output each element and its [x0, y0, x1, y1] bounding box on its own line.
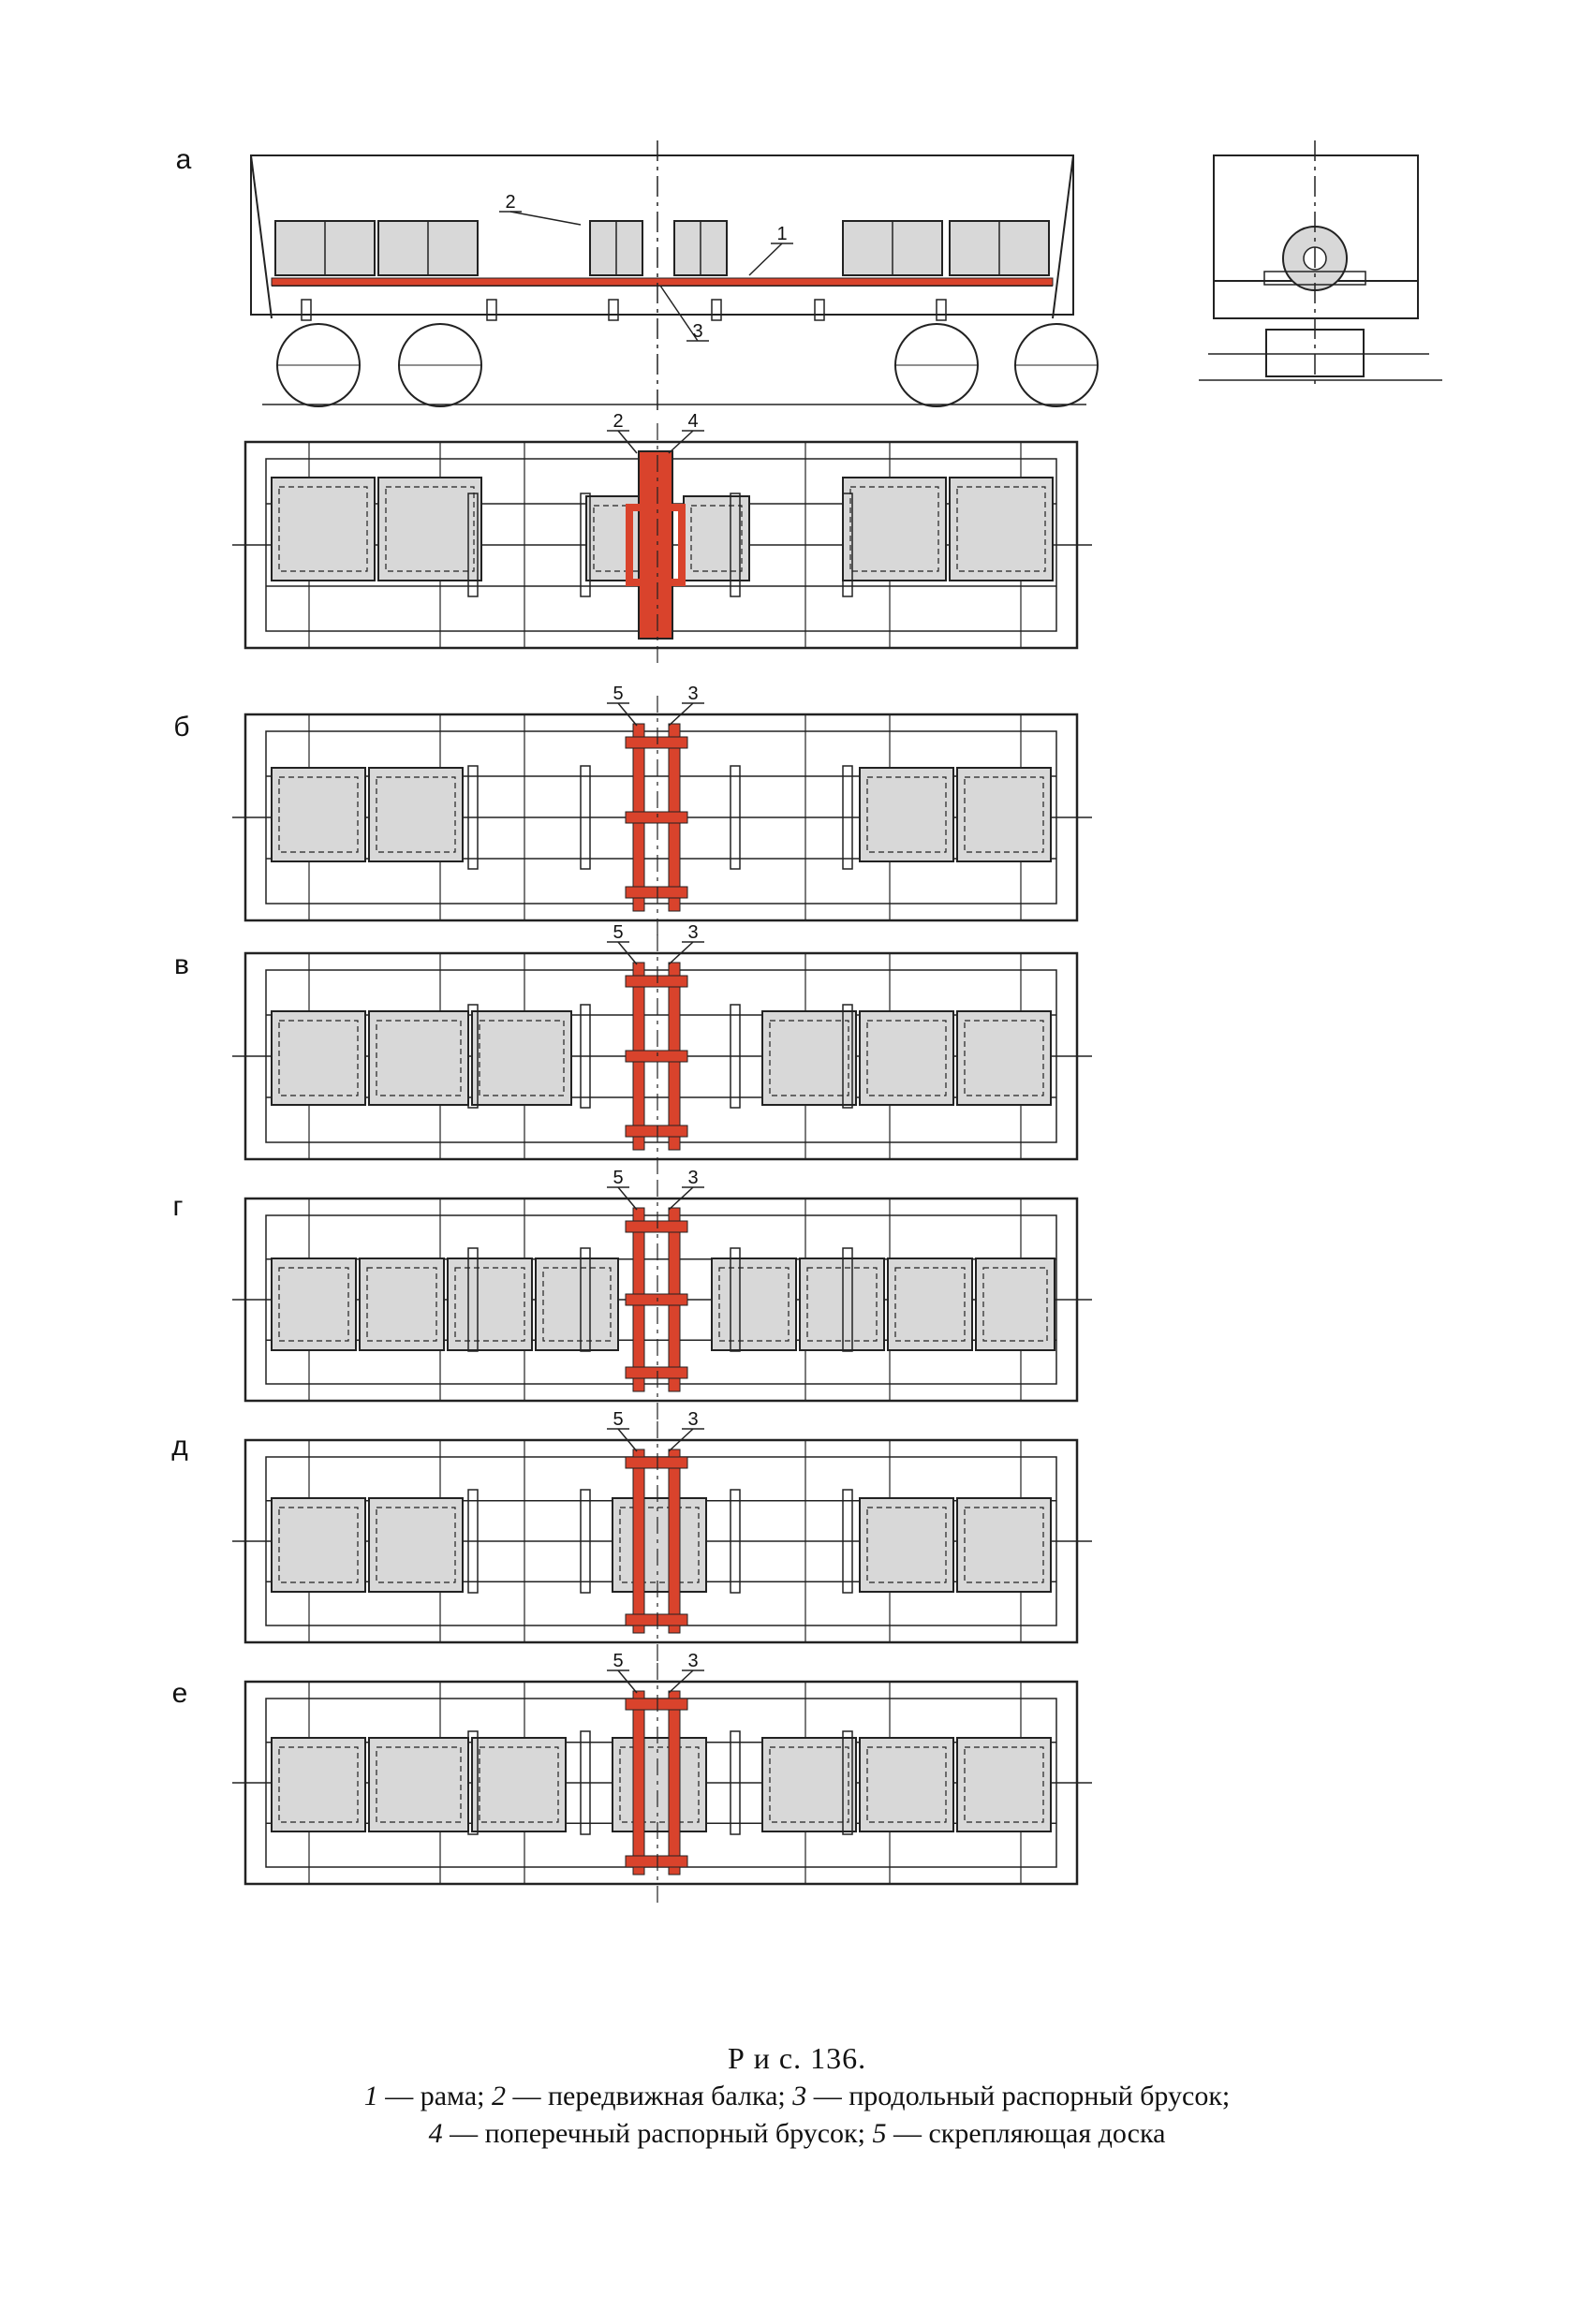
panel-label-1: б [173, 712, 190, 743]
plan-view-6 [232, 1651, 1092, 1903]
plan-cargo-1 [369, 1498, 463, 1592]
callout-g-a: 5 [613, 1168, 624, 1188]
long-brace-right [669, 1449, 680, 1633]
support-post-1 [487, 300, 496, 320]
long-brace-left [633, 1691, 644, 1875]
callout-g-b: 3 [687, 1168, 699, 1188]
callout-v-a: 5 [613, 922, 624, 943]
board-5-1 [626, 1614, 687, 1625]
plan-views [232, 411, 1092, 1903]
board-5-0 [626, 976, 687, 987]
plan-cargo-0 [272, 1258, 356, 1350]
plan-view-5 [232, 1409, 1092, 1661]
plan-cargo-4 [860, 1011, 953, 1105]
frame-red [272, 278, 1053, 286]
plan-cargo-4 [843, 478, 946, 581]
plan-cargo-0 [272, 478, 375, 581]
callout-b-a: 5 [613, 684, 624, 704]
cross-brace-4 [639, 451, 672, 639]
plan-view-3 [232, 922, 1092, 1178]
long-brace-right [669, 1691, 680, 1875]
plan-cargo-1 [369, 1738, 468, 1831]
board-5-1 [626, 1051, 687, 1062]
support-post-5 [937, 300, 946, 320]
plan-cargo-0 [272, 1738, 365, 1831]
panel-label-2: в [174, 949, 189, 980]
board-5-2 [626, 887, 687, 898]
plan-cargo-3 [762, 1011, 856, 1105]
board-5-2 [626, 1367, 687, 1378]
panel-labels [171, 144, 191, 1709]
plan-cargo-2 [448, 1258, 532, 1350]
legend-num-4: 4 [428, 2118, 443, 2149]
plan-cargo-0 [272, 1011, 365, 1105]
plan-cargo-1 [378, 478, 481, 581]
plan-cargo-2 [860, 768, 953, 861]
plan-cargo-3 [536, 1258, 618, 1350]
figure-title: Р и с. 136. [727, 2041, 867, 2075]
callout-d-a: 5 [613, 1409, 624, 1430]
legend-line-1 [0, 2081, 1594, 2112]
plan-cargo-1 [369, 768, 463, 861]
side-view-a [251, 140, 1098, 412]
plan-cargo-5 [957, 1011, 1051, 1105]
board-5-2 [626, 1125, 687, 1137]
board-5-1 [626, 1294, 687, 1305]
callout-b-b: 3 [687, 684, 699, 704]
callout-a_plan-b: 4 [687, 411, 699, 432]
board-5-0 [626, 737, 687, 748]
plan-cargo-7 [976, 1258, 1055, 1350]
plan-cargo-2 [613, 1498, 706, 1592]
legend-num-2: 2 [491, 2081, 506, 2111]
board-5-1 [626, 812, 687, 823]
callout-side-1: 1 [776, 224, 788, 244]
callout-e-a: 5 [613, 1651, 624, 1671]
legend-text-5: — скрепляющая доска [886, 2118, 1166, 2149]
legend-text-3: — продольный распорный брусок; [806, 2081, 1231, 2111]
legend-num-3: 3 [792, 2081, 807, 2111]
plan-view-2 [232, 684, 1092, 939]
plan-cargo-6 [957, 1738, 1051, 1831]
legend-line-2 [0, 2118, 1594, 2150]
plan-cargo-0 [272, 1498, 365, 1592]
plan-view-4 [232, 1168, 1092, 1419]
panel-label-3: г [172, 1191, 184, 1222]
plan-cargo-4 [957, 1498, 1051, 1592]
callout-side-3: 3 [692, 321, 703, 342]
board-5-0 [626, 1457, 687, 1468]
callout-side-1-leader [749, 243, 782, 275]
legend-num-1: 1 [363, 2081, 378, 2111]
callout-side-2: 2 [505, 192, 516, 213]
plan-cargo-5 [800, 1258, 884, 1350]
legend-text-1: — рама; [377, 2081, 492, 2111]
plan-cargo-6 [888, 1258, 972, 1350]
long-brace-left [633, 1449, 644, 1633]
end-view-a [1199, 140, 1442, 384]
support-post-0 [302, 300, 311, 320]
support-post-3 [712, 300, 721, 320]
callout-d-b: 3 [687, 1409, 699, 1430]
callout-v-b: 3 [687, 922, 699, 943]
plan-view-1 [232, 411, 1092, 667]
plan-cargo-4 [712, 1258, 796, 1350]
body-end-left [251, 155, 272, 318]
plan-cargo-0 [272, 768, 365, 861]
legend-num-5: 5 [872, 2118, 887, 2149]
plan-cargo-4 [762, 1738, 856, 1831]
plan-cargo-5 [860, 1738, 953, 1831]
plan-cargo-1 [360, 1258, 444, 1350]
support-post-4 [815, 300, 824, 320]
legend-text-4: — поперечный распорный брусок; [442, 2118, 873, 2149]
callout-a_plan-a: 2 [613, 411, 624, 432]
plan-cargo-1 [369, 1011, 468, 1105]
panel-label-5: е [171, 1678, 188, 1709]
board-5-0 [626, 1221, 687, 1232]
plan-cargo-3 [860, 1498, 953, 1592]
support-post-2 [609, 300, 618, 320]
board-5-1 [626, 1856, 687, 1867]
plan-cargo-3 [613, 1738, 706, 1831]
plan-cargo-5 [950, 478, 1053, 581]
board-5-0 [626, 1699, 687, 1710]
body-end-right [1053, 155, 1073, 318]
callout-side-2-leader [510, 212, 581, 225]
panel-label-4: д [171, 1431, 188, 1462]
panel-label-0: а [175, 144, 192, 175]
callout-e-b: 3 [687, 1651, 699, 1671]
plan-cargo-3 [957, 768, 1051, 861]
legend-text-2: — передвижная балка; [505, 2081, 793, 2111]
plan-cargo-2 [472, 1011, 571, 1105]
plan-cargo-2 [472, 1738, 566, 1831]
